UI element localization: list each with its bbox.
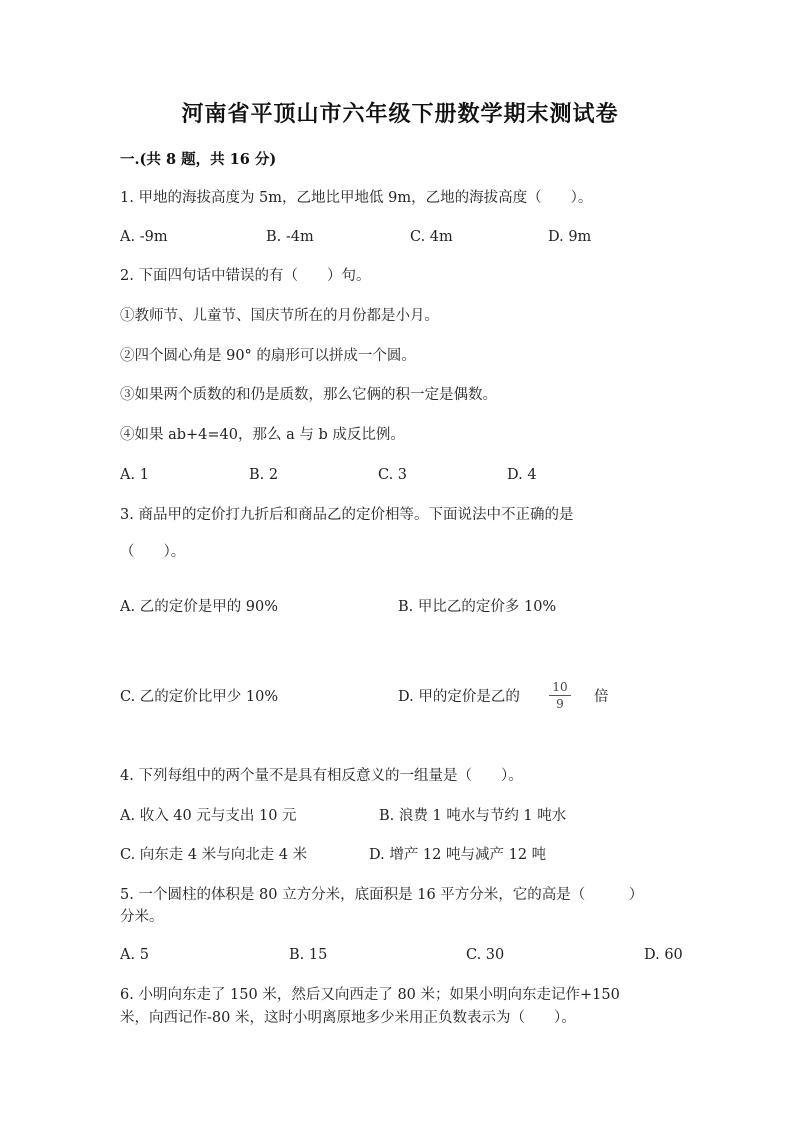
q2-option-c: C. 3 <box>378 467 408 483</box>
q3-option-d-suffix: 倍 <box>594 689 609 705</box>
q2-statement-2: ②四个圆心角是 90° 的扇形可以拼成一个圆。 <box>120 348 416 364</box>
question-3-line-1: 3. 商品甲的定价打九折后和商品乙的定价相等。下面说法中不正确的是 <box>120 507 574 523</box>
q5-option-a: A. 5 <box>120 947 149 963</box>
fraction-bar <box>549 695 571 696</box>
q1-option-c: C. 4m <box>410 229 453 245</box>
section-heading: 一.(共 8 题，共 16 分) <box>120 151 277 168</box>
q4-option-d: D. 增产 12 吨与减产 12 吨 <box>369 847 547 863</box>
q3-option-c: C. 乙的定价比甲少 10% <box>120 689 279 705</box>
question-3-line-2: （ ）。 <box>120 544 186 560</box>
q2-statement-4: ④如果 ab+4=40，那么 a 与 b 成反比例。 <box>120 427 405 443</box>
q2-statement-1: ①教师节、儿童节、国庆节所在的月份都是小月。 <box>120 308 439 324</box>
q3-option-b: B. 甲比乙的定价多 10% <box>398 599 557 615</box>
q2-option-d: D. 4 <box>507 467 537 483</box>
q4-option-a: A. 收入 40 元与支出 10 元 <box>120 808 297 824</box>
question-5-line-2: 分米。 <box>120 909 164 925</box>
q2-statement-3: ③如果两个质数的和仍是质数，那么它俩的积一定是偶数。 <box>120 387 497 403</box>
fraction-denominator: 9 <box>556 697 564 711</box>
q1-option-d: D. 9m <box>548 229 592 245</box>
question-1: 1. 甲地的海拔高度为 5m，乙地比甲地低 9m，乙地的海拔高度（ ）。 <box>120 190 593 206</box>
q5-option-d: D. 60 <box>644 947 683 963</box>
q4-option-c: C. 向东走 4 米与向北走 4 米 <box>120 847 308 863</box>
q1-option-b: B. -4m <box>266 229 314 245</box>
q2-option-a: A. 1 <box>120 467 149 483</box>
exam-title: 河南省平顶山市六年级下册数学期末测试卷 <box>181 101 619 127</box>
question-4: 4. 下列每组中的两个量不是具有相反意义的一组量是（ ）。 <box>120 768 523 784</box>
q5-option-b: B. 15 <box>289 947 328 963</box>
q4-option-b: B. 浪费 1 吨水与节约 1 吨水 <box>379 808 567 824</box>
q1-option-a: A. -9m <box>120 229 168 245</box>
q3-option-d: D. 甲的定价是乙的 <box>398 689 520 705</box>
q2-option-b: B. 2 <box>249 467 279 483</box>
q3-fraction <box>549 680 571 711</box>
question-5-line-1: 5. 一个圆柱的体积是 80 立方分米，底面积是 16 平方分米，它的高是（ ） <box>120 887 644 903</box>
question-6-line-1: 6. 小明向东走了 150 米，然后又向西走了 80 米；如果小明向东走记作+150 <box>120 987 620 1003</box>
question-6-line-2: 米，向西记作-80 米，这时小明离原地多少米用正负数表示为（ ）。 <box>120 1010 576 1026</box>
q3-option-a: A. 乙的定价是甲的 90% <box>120 599 279 615</box>
q5-option-c: C. 30 <box>466 947 505 963</box>
fraction-numerator: 10 <box>552 680 568 694</box>
question-2: 2. 下面四句话中错误的有（ ）句。 <box>120 268 371 284</box>
